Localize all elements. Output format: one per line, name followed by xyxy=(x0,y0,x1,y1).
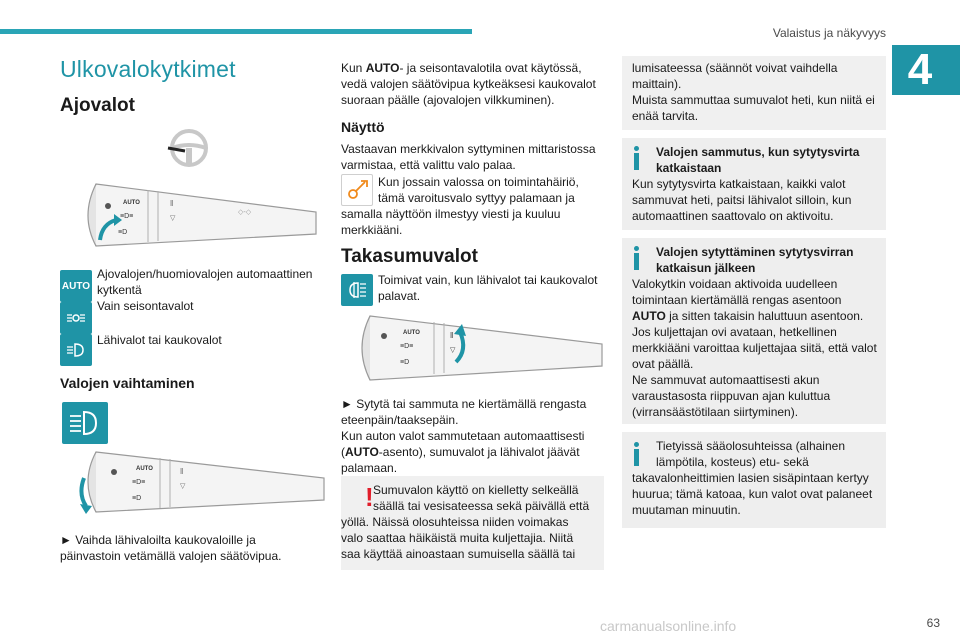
auto-icon: AUTO xyxy=(60,270,92,302)
intro-line2: vedä valojen säätövipua kytkeäksesi kaukovalot xyxy=(341,77,596,91)
box3-line3: takavalonheittimien lasien sisäpintaan kertyy xyxy=(632,471,869,485)
fog-lever-illustration xyxy=(348,310,604,386)
warning-light-icon xyxy=(341,174,373,206)
cont-line2: maittain). xyxy=(632,77,682,91)
info-icon xyxy=(634,146,640,172)
sytyta-line4: (AUTO-asento), sumuvalot ja lähivalot jäävät xyxy=(341,445,580,459)
sytyta-line3: Kun auton valot sammutetaan automaattisesti xyxy=(341,429,585,443)
warn-line4: valo saattaa häikäistä muita kuljettajia. Niitä xyxy=(341,531,574,545)
box2-line3: AUTO ja sitten takaisin haluttuun asentoon. xyxy=(632,309,864,323)
svg-text:▽: ▽ xyxy=(180,483,186,490)
box1-line1: Kun sytytysvirta katkaistaan, kaikki valot xyxy=(632,177,846,191)
info-box-condensation xyxy=(622,432,886,528)
section-title: Valaistus ja näkyvyys xyxy=(772,26,886,40)
box3-line2: lämpötila, kosteus) etu- sekä xyxy=(656,455,809,469)
chapter-number: 4 xyxy=(907,45,933,94)
header-accent-bar xyxy=(0,29,472,34)
box1-title-line1: Valojen sammutus, kun sytytysvirta xyxy=(656,145,860,159)
box3-line1: Tietyissä sääolosuhteissa (alhainen xyxy=(656,439,845,453)
watermark-text: carmanualsonline.info xyxy=(600,618,737,634)
legend-auto-line1: Ajovalojen/huomiovalojen automaattinen xyxy=(97,267,313,281)
box1-title-line2: katkaistaan xyxy=(656,161,722,175)
naytto-heading: Näyttö xyxy=(341,119,385,135)
taka-line1: Toimivat vain, kun lähivalot tai kaukovalot xyxy=(378,273,598,287)
info-icon xyxy=(634,246,640,272)
cont-line1: lumisateessa (säännöt voivat vaihdella xyxy=(632,61,838,75)
page-title: Ulkovalokytkimet xyxy=(60,56,236,82)
info-box-ignition-restart xyxy=(622,238,886,424)
svg-text:‖: ‖ xyxy=(180,467,184,476)
info-box-ignition-off xyxy=(622,138,886,230)
warn-line1: Sumuvalon käyttö on kielletty selkeällä xyxy=(373,483,579,497)
box2-line5: merkkiääni varoittaa kuljettajaa siitä, että valot xyxy=(632,341,877,355)
high-beam-icon xyxy=(62,402,108,444)
headlights-icon xyxy=(60,334,92,366)
intro-line3: suoraan päälle (ajovalojen vilkkuminen). xyxy=(341,93,555,107)
svg-text:≡D≡: ≡D≡ xyxy=(132,479,146,486)
legend-parking-text: Vain seisontavalot xyxy=(97,299,194,313)
cont-line3: Muista sammuttaa sumuvalot heti, kun niitä ei xyxy=(632,93,875,107)
box2-line6: ovat päällä. xyxy=(632,357,694,371)
intro-line1: Kun AUTO- ja seisontavalotila ovat käytössä, xyxy=(341,61,582,75)
box2-line1: Valokytkin voidaan aktivoida uudelleen xyxy=(632,277,838,291)
switch-text-line2: päinvastoin vetämällä valojen säätövipua. xyxy=(60,549,282,563)
box2-line7: Ne sammuvat automaattisesti akun xyxy=(632,373,820,387)
switch-heading: Valojen vaihtaminen xyxy=(60,375,195,391)
fault-line4: merkkiääni. xyxy=(341,223,403,237)
sytyta-line2: eteenpäin/taaksepäin. xyxy=(341,413,459,427)
lever-high-beam-illustration xyxy=(76,448,326,518)
box1-line3: automaattinen saattovalo on aktivoitu. xyxy=(632,209,834,223)
sytyta-line5: palamaan. xyxy=(341,461,398,475)
legend-headlights-text: Lähivalot tai kaukovalot xyxy=(97,333,222,347)
box2-title-line1: Valojen sytyttäminen sytytysvirran xyxy=(656,245,854,259)
rear-fog-icon xyxy=(341,274,373,306)
box2-title-line2: katkaisun jälkeen xyxy=(656,261,756,275)
lever-auto-label: AUTO xyxy=(123,200,140,206)
box2-line8: varaustasosta riippuvan ajan kuluttua xyxy=(632,389,831,403)
svg-text:≡D: ≡D xyxy=(118,229,128,236)
fault-line1: Kun jossain valossa on toimintahäiriö, xyxy=(378,175,579,189)
warning-exclamation-icon: ! xyxy=(365,482,374,512)
fault-line3: samalla näyttöön ilmestyy viesti ja kuuluu xyxy=(341,207,561,221)
taka-line2: palavat. xyxy=(378,289,421,303)
svg-text:‖: ‖ xyxy=(170,199,174,208)
box3-line4: huurua; tämä katoaa, kun valot ovat palaneet xyxy=(632,487,873,501)
naytto-line2: varmistaa, että valittu valo palaa. xyxy=(341,158,516,172)
fault-line2: tämä varoitusvalo syttyy palamaan ja xyxy=(378,191,575,205)
warn-line3: yöllä. Näissä olosuhteissa niiden voimakas xyxy=(341,515,569,529)
box3-line5: muutaman minuutin. xyxy=(632,503,741,517)
fog-warning-continued-box xyxy=(622,56,886,130)
svg-text:▽: ▽ xyxy=(170,215,176,222)
svg-text:▽: ▽ xyxy=(450,347,456,354)
takasumuvalot-heading: Takasumuvalot xyxy=(341,246,478,267)
sytyta-line1: ► Sytytä tai sammuta ne kiertämällä rengasta xyxy=(341,397,587,411)
warn-line5: saa käyttää ainoastaan sumuisella säällä tai xyxy=(341,547,576,561)
naytto-line1: Vastaavan merkkivalon syttyminen mittaristossa xyxy=(341,142,596,156)
ajovalot-heading: Ajovalot xyxy=(60,95,135,116)
switch-text-line1: ► Vaihda lähivaloilta kaukovaloille ja xyxy=(60,533,256,547)
fog-warning-box xyxy=(341,476,604,570)
box2-line2: toimintaan kiertämällä rengas asentoon xyxy=(632,293,842,307)
box1-line2: sammuvat heti, paitsi lähivalot silloin, kun xyxy=(632,193,852,207)
page-number: 63 xyxy=(926,616,940,630)
svg-text:◇-◇: ◇-◇ xyxy=(238,209,252,216)
svg-text:≡D: ≡D xyxy=(132,495,142,502)
svg-text:AUTO: AUTO xyxy=(136,466,153,472)
svg-text:≡D: ≡D xyxy=(400,359,410,366)
cont-line4: enää tarvita. xyxy=(632,109,699,123)
svg-text:≡D≡: ≡D≡ xyxy=(120,213,134,220)
steering-wheel-icon xyxy=(165,128,211,168)
legend-auto-line2: kytkentä xyxy=(97,283,142,297)
box2-line4: Jos kuljettajan ovi avataan, hetkellinen xyxy=(632,325,837,339)
warn-line2: säällä tai vesisateessa sekä päivällä että xyxy=(373,499,590,513)
chapter-tab xyxy=(892,45,960,95)
svg-text:‖: ‖ xyxy=(450,331,454,340)
info-icon xyxy=(634,442,640,468)
box2-line9: (virransäästötilaan siirtyminen). xyxy=(632,405,799,419)
fog-lever-auto-label: AUTO xyxy=(403,330,420,336)
svg-text:≡D≡: ≡D≡ xyxy=(400,343,414,350)
light-switch-lever-illustration xyxy=(78,176,318,256)
parking-lights-icon xyxy=(60,302,92,334)
